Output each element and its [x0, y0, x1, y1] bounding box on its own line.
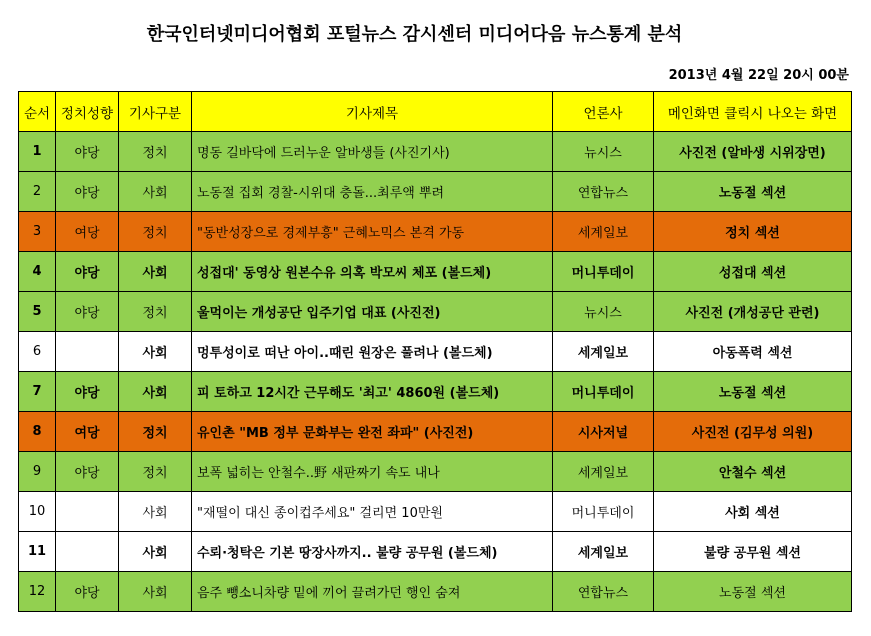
main-screen-result: 노동절 섹션	[654, 372, 852, 412]
row-number: 1	[19, 132, 56, 172]
header-main-screen: 메인화면 클릭시 나오는 화면	[654, 92, 852, 132]
article-category: 정치	[119, 452, 192, 492]
table-row	[19, 212, 852, 252]
news-stats-table	[18, 91, 852, 612]
table-row	[19, 252, 852, 292]
article-category: 정치	[119, 212, 192, 252]
page-title: 한국인터넷미디어협회 포털뉴스 감시센터 미디어다음 뉴스통계 분석	[146, 24, 683, 45]
media-outlet: 세계일보	[553, 332, 654, 372]
article-title: 보폭 넓히는 안철수..野 새판짜기 속도 내나	[192, 452, 553, 492]
political-lean: 야당	[56, 372, 119, 412]
article-title: "재떨이 대신 종이컵주세요" 걸리면 10만원	[192, 492, 553, 532]
article-title: 유인촌 "MB 정부 문화부는 완전 좌파" (사진전)	[192, 412, 553, 452]
row-number: 12	[19, 572, 56, 612]
political-lean: 야당	[56, 292, 119, 332]
article-title: 음주 뺑소니차량 밑에 끼어 끌려가던 행인 숨져	[192, 572, 553, 612]
main-screen-result: 노동절 섹션	[654, 572, 852, 612]
row-number: 2	[19, 172, 56, 212]
row-number: 11	[19, 532, 56, 572]
row-number: 9	[19, 452, 56, 492]
main-screen-result: 아동폭력 섹션	[654, 332, 852, 372]
table-row	[19, 532, 852, 572]
row-number: 6	[19, 332, 56, 372]
article-category: 사회	[119, 372, 192, 412]
main-screen-result: 사회 섹션	[654, 492, 852, 532]
report-datetime: 2013년 4월 22일 20시 00분	[668, 68, 849, 83]
political-lean	[56, 532, 119, 572]
article-category: 사회	[119, 492, 192, 532]
table-row	[19, 332, 852, 372]
article-title: 울먹이는 개성공단 입주기업 대표 (사진전)	[192, 292, 553, 332]
header-no: 순서	[19, 92, 56, 132]
row-number: 4	[19, 252, 56, 292]
article-category: 정치	[119, 132, 192, 172]
article-category: 사회	[119, 332, 192, 372]
media-outlet: 머니투데이	[553, 492, 654, 532]
main-screen-result: 불량 공무원 섹션	[654, 532, 852, 572]
media-outlet: 머니투데이	[553, 372, 654, 412]
header-media: 언론사	[553, 92, 654, 132]
political-lean: 야당	[56, 452, 119, 492]
political-lean	[56, 492, 119, 532]
main-screen-result: 사진전 (알바생 시위장면)	[654, 132, 852, 172]
political-lean: 야당	[56, 572, 119, 612]
main-screen-result: 안철수 섹션	[654, 452, 852, 492]
row-number: 8	[19, 412, 56, 452]
header-article-title: 기사제목	[192, 92, 553, 132]
row-number: 3	[19, 212, 56, 252]
political-lean: 여당	[56, 412, 119, 452]
media-outlet: 연합뉴스	[553, 172, 654, 212]
media-outlet: 세계일보	[553, 452, 654, 492]
political-lean: 야당	[56, 252, 119, 292]
article-title: 노동절 집회 경찰-시위대 충돌...최루액 뿌려	[192, 172, 553, 212]
media-outlet: 연합뉴스	[553, 572, 654, 612]
article-title: 피 토하고 12시간 근무해도 '최고' 4860원 (볼드체)	[192, 372, 553, 412]
main-screen-result: 성접대 섹션	[654, 252, 852, 292]
article-title: 멍투성이로 떠난 아이..때린 원장은 풀려나 (볼드체)	[192, 332, 553, 372]
article-title: "동반성장으로 경제부흥" 근혜노믹스 본격 가동	[192, 212, 553, 252]
main-screen-result: 사진전 (개성공단 관련)	[654, 292, 852, 332]
table-header-row	[19, 92, 852, 132]
table-row	[19, 172, 852, 212]
article-category: 사회	[119, 252, 192, 292]
media-outlet: 시사저널	[553, 412, 654, 452]
main-screen-result: 사진전 (김무성 의원)	[654, 412, 852, 452]
political-lean: 야당	[56, 132, 119, 172]
media-outlet: 뉴시스	[553, 292, 654, 332]
row-number: 7	[19, 372, 56, 412]
article-title: 성접대' 동영상 원본수유 의혹 박모씨 체포 (볼드체)	[192, 252, 553, 292]
main-screen-result: 노동절 섹션	[654, 172, 852, 212]
table-row	[19, 412, 852, 452]
article-title: 명동 길바닥에 드러누운 알바생들 (사진기사)	[192, 132, 553, 172]
table-row	[19, 132, 852, 172]
row-number: 5	[19, 292, 56, 332]
political-lean	[56, 332, 119, 372]
article-title: 수뢰·청탁은 기본 땅장사까지.. 불량 공무원 (볼드체)	[192, 532, 553, 572]
row-number: 10	[19, 492, 56, 532]
media-outlet: 뉴시스	[553, 132, 654, 172]
article-category: 사회	[119, 532, 192, 572]
article-category: 사회	[119, 572, 192, 612]
table-row	[19, 452, 852, 492]
media-outlet: 세계일보	[553, 212, 654, 252]
table-row	[19, 372, 852, 412]
article-category: 정치	[119, 292, 192, 332]
article-category: 사회	[119, 172, 192, 212]
media-outlet: 세계일보	[553, 532, 654, 572]
header-category: 기사구분	[119, 92, 192, 132]
table-row	[19, 292, 852, 332]
table-row	[19, 572, 852, 612]
political-lean: 야당	[56, 172, 119, 212]
political-lean: 여당	[56, 212, 119, 252]
article-category: 정치	[119, 412, 192, 452]
header-lean: 정치성향	[56, 92, 119, 132]
main-screen-result: 정치 섹션	[654, 212, 852, 252]
media-outlet: 머니투데이	[553, 252, 654, 292]
table-row	[19, 492, 852, 532]
